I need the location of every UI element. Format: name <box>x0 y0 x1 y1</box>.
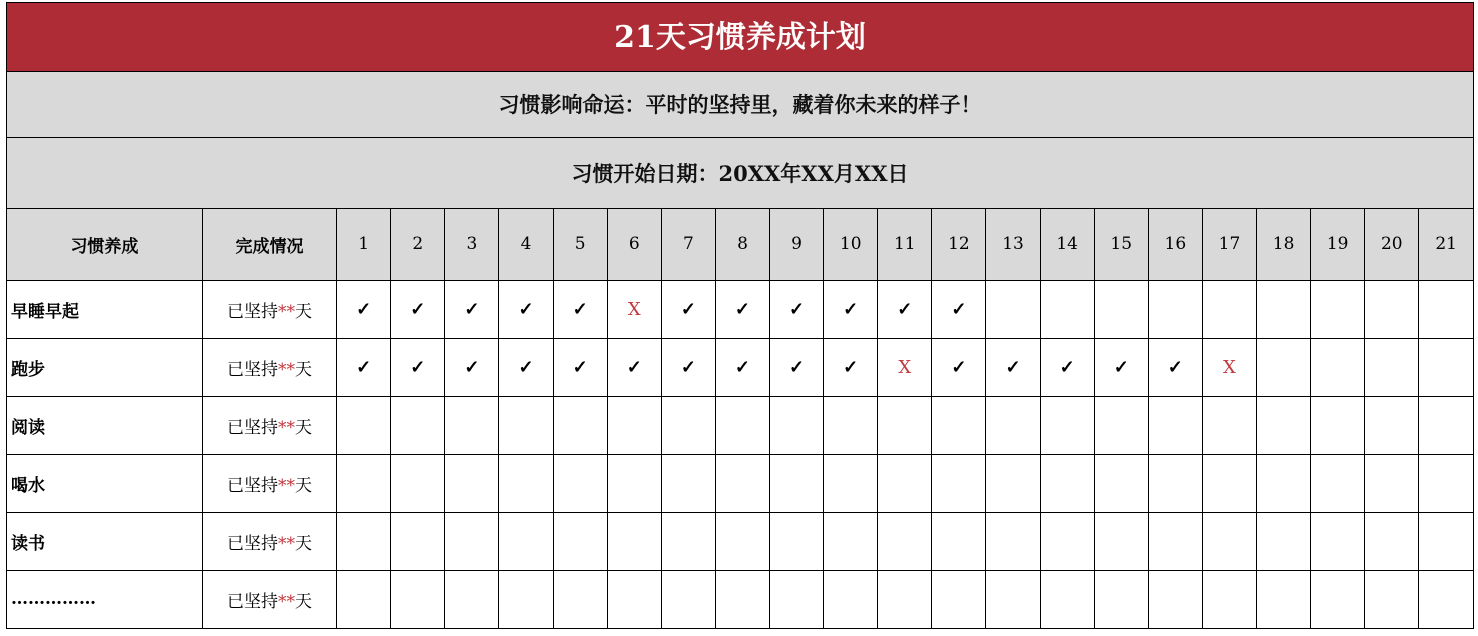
day-cell[interactable] <box>986 454 1040 512</box>
day-cell[interactable] <box>553 512 607 570</box>
check-mark[interactable]: ✓ <box>824 338 878 396</box>
day-cell[interactable] <box>715 512 769 570</box>
header-row <box>7 209 1473 280</box>
day-cell[interactable] <box>824 570 878 628</box>
progress-stars: ** <box>278 475 296 496</box>
habit-name: 读书 <box>7 512 202 570</box>
check-mark[interactable]: ✓ <box>932 280 986 338</box>
day-cell[interactable] <box>1148 512 1202 570</box>
check-mark[interactable]: ✓ <box>553 280 607 338</box>
day-cell[interactable] <box>445 454 499 512</box>
habit-row <box>7 280 1473 338</box>
check-mark[interactable]: ✓ <box>661 280 715 338</box>
day-cell[interactable] <box>1148 396 1202 454</box>
day-cell[interactable] <box>1257 338 1311 396</box>
day-cell[interactable] <box>878 396 932 454</box>
day-cell[interactable] <box>1419 338 1473 396</box>
habit-table <box>7 209 1473 629</box>
day-cell[interactable] <box>661 396 715 454</box>
day-cell[interactable] <box>986 280 1040 338</box>
progress-cell <box>202 454 336 512</box>
day-column-header: 14 <box>1040 209 1094 280</box>
day-cell[interactable] <box>770 570 824 628</box>
check-mark[interactable]: ✓ <box>337 338 391 396</box>
day-cell[interactable] <box>878 512 932 570</box>
day-cell[interactable] <box>1419 396 1473 454</box>
day-cell[interactable] <box>661 454 715 512</box>
day-cell[interactable] <box>1202 280 1256 338</box>
day-cell[interactable] <box>1419 280 1473 338</box>
habit-sheet <box>6 2 1474 629</box>
status-column-header: 完成情况 <box>202 209 336 280</box>
miss-mark[interactable]: X <box>878 338 932 396</box>
miss-mark[interactable]: X <box>1202 338 1256 396</box>
day-column-header: 11 <box>878 209 932 280</box>
day-column-header: 1 <box>337 209 391 280</box>
day-cell[interactable] <box>986 512 1040 570</box>
day-cell[interactable] <box>1257 280 1311 338</box>
day-column-header: 13 <box>986 209 1040 280</box>
day-cell[interactable] <box>932 454 986 512</box>
day-cell[interactable] <box>1148 570 1202 628</box>
start-date-banner: 习惯开始日期：20XX年XX月XX日 <box>7 138 1473 209</box>
habit-row <box>7 512 1473 570</box>
day-cell[interactable] <box>1365 570 1419 628</box>
progress-prefix: 已坚持 <box>227 417 279 438</box>
day-cell[interactable] <box>1419 512 1473 570</box>
day-cell[interactable] <box>715 570 769 628</box>
day-cell[interactable] <box>1094 280 1148 338</box>
progress-suffix: 天 <box>295 533 313 554</box>
day-cell[interactable] <box>391 454 445 512</box>
check-mark[interactable]: ✓ <box>878 280 932 338</box>
day-column-header: 3 <box>445 209 499 280</box>
day-cell[interactable] <box>337 570 391 628</box>
day-cell[interactable] <box>715 396 769 454</box>
day-cell[interactable] <box>770 512 824 570</box>
progress-suffix: 天 <box>295 417 313 438</box>
day-cell[interactable] <box>1094 570 1148 628</box>
check-mark[interactable]: ✓ <box>715 338 769 396</box>
check-mark[interactable]: ✓ <box>553 338 607 396</box>
day-cell[interactable] <box>824 512 878 570</box>
progress-suffix: 天 <box>295 591 313 612</box>
check-mark[interactable]: ✓ <box>932 338 986 396</box>
progress-suffix: 天 <box>295 475 313 496</box>
day-cell[interactable] <box>1202 570 1256 628</box>
day-cell[interactable] <box>391 396 445 454</box>
day-cell[interactable] <box>932 512 986 570</box>
day-cell[interactable] <box>1040 280 1094 338</box>
habit-row <box>7 396 1473 454</box>
day-cell[interactable] <box>1040 454 1094 512</box>
day-cell[interactable] <box>1257 454 1311 512</box>
day-cell[interactable] <box>1202 512 1256 570</box>
day-cell[interactable] <box>715 454 769 512</box>
check-mark[interactable]: ✓ <box>770 338 824 396</box>
day-cell[interactable] <box>824 396 878 454</box>
day-cell[interactable] <box>661 570 715 628</box>
day-cell[interactable] <box>553 454 607 512</box>
day-cell[interactable] <box>1040 396 1094 454</box>
day-cell[interactable] <box>878 570 932 628</box>
day-cell[interactable] <box>499 570 553 628</box>
check-mark[interactable]: ✓ <box>770 280 824 338</box>
day-column-header: 19 <box>1311 209 1365 280</box>
day-cell[interactable] <box>1257 512 1311 570</box>
day-cell[interactable] <box>499 512 553 570</box>
day-cell[interactable] <box>445 512 499 570</box>
check-mark[interactable]: ✓ <box>337 280 391 338</box>
check-mark[interactable]: ✓ <box>824 280 878 338</box>
day-cell[interactable] <box>1365 338 1419 396</box>
check-mark[interactable]: ✓ <box>1040 338 1094 396</box>
day-column-header: 16 <box>1148 209 1202 280</box>
day-cell[interactable] <box>607 396 661 454</box>
progress-cell <box>202 396 336 454</box>
progress-stars: ** <box>278 417 296 438</box>
day-cell[interactable] <box>1094 512 1148 570</box>
day-cell[interactable] <box>986 570 1040 628</box>
habit-column-header: 习惯养成 <box>7 209 202 280</box>
day-column-header: 9 <box>770 209 824 280</box>
day-cell[interactable] <box>1365 396 1419 454</box>
day-cell[interactable] <box>1365 512 1419 570</box>
day-cell[interactable] <box>1365 280 1419 338</box>
day-cell[interactable] <box>1311 396 1365 454</box>
day-cell[interactable] <box>770 396 824 454</box>
day-cell[interactable] <box>553 570 607 628</box>
day-column-header: 17 <box>1202 209 1256 280</box>
check-mark[interactable]: ✓ <box>445 338 499 396</box>
day-cell[interactable] <box>932 570 986 628</box>
day-cell[interactable] <box>1365 454 1419 512</box>
check-mark[interactable]: ✓ <box>661 338 715 396</box>
day-cell[interactable] <box>1202 396 1256 454</box>
progress-stars: ** <box>278 359 296 380</box>
progress-prefix: 已坚持 <box>227 359 279 380</box>
check-mark[interactable]: ✓ <box>391 280 445 338</box>
progress-prefix: 已坚持 <box>227 591 279 612</box>
day-cell[interactable] <box>391 512 445 570</box>
progress-prefix: 已坚持 <box>227 533 279 554</box>
day-cell[interactable] <box>1311 454 1365 512</box>
day-column-header: 15 <box>1094 209 1148 280</box>
day-cell[interactable] <box>1094 396 1148 454</box>
habit-name: 阅读 <box>7 396 202 454</box>
day-cell[interactable] <box>1311 512 1365 570</box>
day-column-header: 20 <box>1365 209 1419 280</box>
day-cell[interactable] <box>445 396 499 454</box>
day-cell[interactable] <box>770 454 824 512</box>
day-cell[interactable] <box>607 512 661 570</box>
progress-prefix: 已坚持 <box>227 475 279 496</box>
day-cell[interactable] <box>1257 396 1311 454</box>
day-cell[interactable] <box>1040 512 1094 570</box>
habit-row <box>7 338 1473 396</box>
day-cell[interactable] <box>878 454 932 512</box>
day-cell[interactable] <box>1094 454 1148 512</box>
progress-cell <box>202 338 336 396</box>
day-cell[interactable] <box>1040 570 1094 628</box>
habit-name: 喝水 <box>7 454 202 512</box>
check-mark[interactable]: ✓ <box>391 338 445 396</box>
check-mark[interactable]: ✓ <box>499 280 553 338</box>
day-column-header: 7 <box>661 209 715 280</box>
day-cell[interactable] <box>1311 280 1365 338</box>
day-cell[interactable] <box>337 396 391 454</box>
day-cell[interactable] <box>1202 454 1256 512</box>
day-cell[interactable] <box>824 454 878 512</box>
motto-banner: 习惯影响命运：平时的坚持里，藏着你未来的样子！ <box>7 72 1473 138</box>
progress-cell <box>202 570 336 628</box>
check-mark[interactable]: ✓ <box>1094 338 1148 396</box>
habit-name: 跑步 <box>7 338 202 396</box>
day-cell[interactable] <box>1311 570 1365 628</box>
day-column-header: 18 <box>1257 209 1311 280</box>
habit-name: …………… <box>7 570 202 628</box>
progress-suffix: 天 <box>295 301 313 322</box>
progress-stars: ** <box>278 301 296 322</box>
day-cell[interactable] <box>607 454 661 512</box>
check-mark[interactable]: ✓ <box>607 338 661 396</box>
day-column-header: 10 <box>824 209 878 280</box>
check-mark[interactable]: ✓ <box>1148 338 1202 396</box>
day-cell[interactable] <box>445 570 499 628</box>
progress-suffix: 天 <box>295 359 313 380</box>
habit-row <box>7 454 1473 512</box>
day-cell[interactable] <box>1148 454 1202 512</box>
day-cell[interactable] <box>607 570 661 628</box>
day-cell[interactable] <box>1148 280 1202 338</box>
progress-cell <box>202 512 336 570</box>
habit-row <box>7 570 1473 628</box>
sheet-title: 21天习惯养成计划 <box>7 2 1473 72</box>
day-column-header: 8 <box>715 209 769 280</box>
habit-name: 早睡早起 <box>7 280 202 338</box>
day-column-header: 6 <box>607 209 661 280</box>
progress-prefix: 已坚持 <box>227 301 279 322</box>
check-mark[interactable]: ✓ <box>986 338 1040 396</box>
check-mark[interactable]: ✓ <box>445 280 499 338</box>
day-column-header: 5 <box>553 209 607 280</box>
progress-stars: ** <box>278 591 296 612</box>
day-cell[interactable] <box>391 570 445 628</box>
miss-mark[interactable]: X <box>607 280 661 338</box>
progress-stars: ** <box>278 533 296 554</box>
day-cell[interactable] <box>553 396 607 454</box>
day-column-header: 4 <box>499 209 553 280</box>
check-mark[interactable]: ✓ <box>715 280 769 338</box>
day-cell[interactable] <box>1257 570 1311 628</box>
day-column-header: 2 <box>391 209 445 280</box>
day-cell[interactable] <box>661 512 715 570</box>
progress-cell <box>202 280 336 338</box>
day-cell[interactable] <box>499 454 553 512</box>
day-column-header: 12 <box>932 209 986 280</box>
day-cell[interactable] <box>337 512 391 570</box>
check-mark[interactable]: ✓ <box>499 338 553 396</box>
day-cell[interactable] <box>1419 454 1473 512</box>
day-cell[interactable] <box>986 396 1040 454</box>
day-column-header: 21 <box>1419 209 1473 280</box>
day-cell[interactable] <box>337 454 391 512</box>
day-cell[interactable] <box>499 396 553 454</box>
day-cell[interactable] <box>1311 338 1365 396</box>
day-cell[interactable] <box>932 396 986 454</box>
day-cell[interactable] <box>1419 570 1473 628</box>
